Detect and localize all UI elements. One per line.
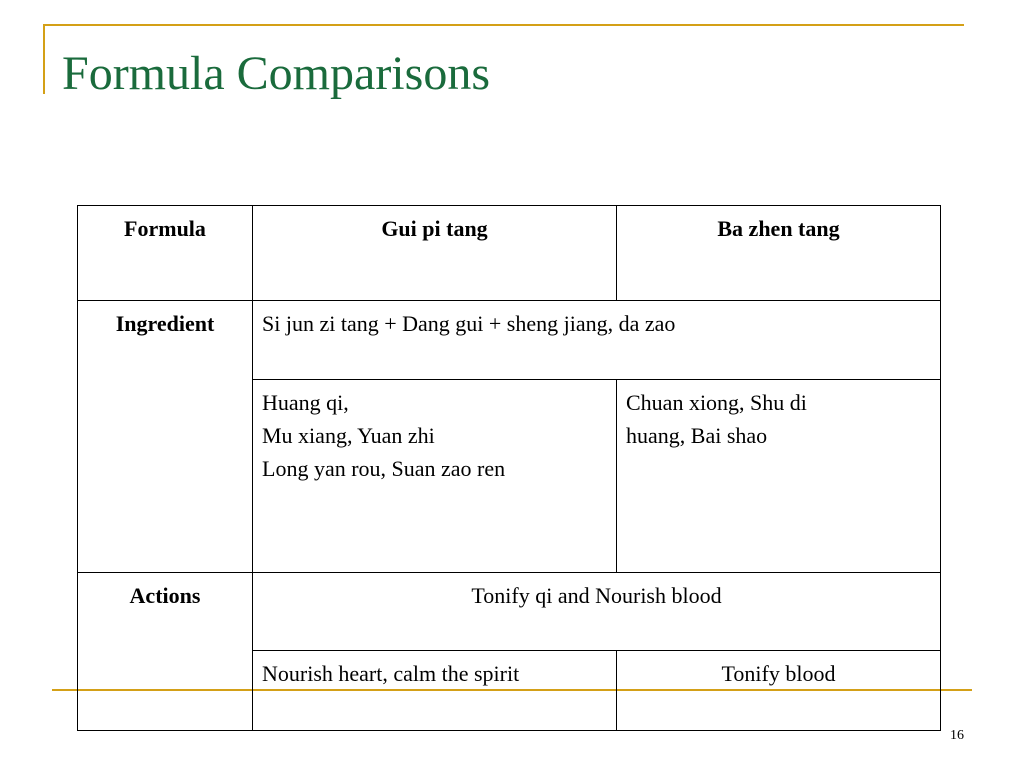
ingredient-ba-zhen-tang-cell <box>617 380 941 573</box>
actions-ba-zhen-tang-cell: Tonify blood <box>617 651 941 731</box>
ingredient-line: huang, Bai shao <box>626 423 768 448</box>
frame-left-line <box>43 24 45 94</box>
actions-gui-pi-tang-cell: Nourish heart, calm the spirit <box>253 651 617 731</box>
header-row <box>78 206 941 301</box>
header-ba-zhen-tang-cell: Ba zhen tang <box>617 206 941 301</box>
header-gui-pi-tang-cell: Gui pi tang <box>253 206 617 301</box>
ingredient-line: Mu xiang, Yuan zhi <box>262 423 435 448</box>
actions-shared-cell: Tonify qi and Nourish blood <box>253 573 941 651</box>
actions-shared-row <box>78 573 941 651</box>
ingredient-label-cell: Ingredient <box>78 301 253 573</box>
ingredient-shared-row <box>78 301 941 380</box>
ingredient-shared-cell: Si jun zi tang + Dang gui + sheng jiang, da zao <box>253 301 941 380</box>
page-number: 16 <box>950 728 964 743</box>
slide-title: Formula Comparisons <box>62 47 490 100</box>
ingredient-line: Long yan rou, Suan zao ren <box>262 456 506 481</box>
ingredient-gui-pi-tang-cell <box>253 380 617 573</box>
frame-top-line <box>43 24 964 26</box>
comparison-table <box>77 205 941 731</box>
header-formula-cell: Formula <box>78 206 253 301</box>
actions-label-cell: Actions <box>78 573 253 731</box>
ingredient-line: Huang qi, <box>262 390 349 415</box>
ingredient-line: Chuan xiong, Shu di <box>626 390 807 415</box>
